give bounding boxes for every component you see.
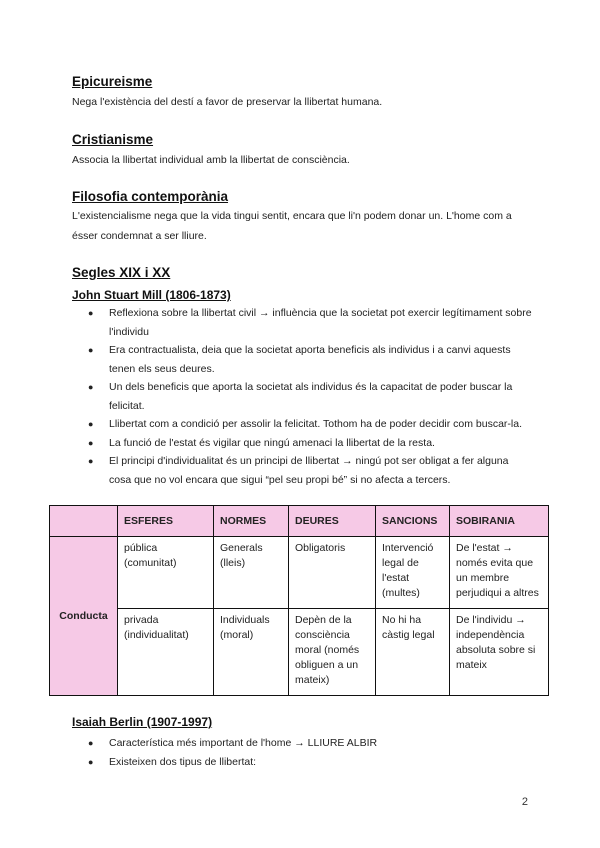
table-row: [50, 537, 549, 609]
conduct-table: [49, 505, 549, 696]
list-item: ● Reflexiona sobre la llibertat civil → influència que la societat pot exercir legítimament sobre l'individu: [72, 304, 542, 341]
bullet-icon: ●: [88, 756, 94, 767]
table-cell: pública (comunitat): [118, 537, 214, 609]
heading-john-stuart-mill: John Stuart Mill (1806-1873): [72, 288, 231, 302]
table-cell: privada (individualitat): [118, 608, 214, 695]
list-item: ● Característica més important de l'home → LLIURE ALBIR: [72, 734, 542, 753]
berlin-bullet-list: [72, 734, 542, 771]
paragraph-epicureisme: Nega l'existència del destí a favor de preservar la llibertat humana.: [72, 96, 383, 108]
heading-isaiah-berlin: Isaiah Berlin (1907-1997): [72, 715, 213, 729]
list-item: ● Era contractualista, deia que la societat aporta beneficis als individus i a canvi aquests tenen els seus deures.: [72, 341, 542, 378]
table-header-cell: SOBIRANIA: [450, 506, 549, 537]
table-row: [50, 608, 549, 695]
table-cell: Individuals (moral): [214, 608, 289, 695]
table-header-cell: SANCIONS: [376, 506, 450, 537]
table-header-empty: [50, 506, 118, 537]
table-cell: Depèn de la consciència moral (només obliguen a un mateix): [289, 608, 376, 695]
table-cell: No hi ha càstig legal: [376, 608, 450, 695]
table-row-label-conducta: Conducta: [50, 537, 118, 696]
table-cell: Intervenció legal de l'estat (multes): [376, 537, 450, 609]
table-header-cell: NORMES: [214, 506, 289, 537]
bullet-icon: ●: [88, 738, 94, 748]
list-item: ● El principi d'individualitat és un principi de llibertat → ningú pot ser obligat a fer alguna cosa que no vol encara que sigui “pel seu propi bé” si no afecta a tercers.: [72, 452, 542, 489]
list-item: ● Existeixen dos tipus de llibertat:: [72, 753, 542, 772]
paragraph-cristianisme: Associa la llibertat individual amb la llibertat de consciència.: [72, 154, 350, 166]
paragraph-filosofia-line-2: ésser condemnat a ser lliure.: [72, 230, 207, 242]
list-item: ● Llibertat com a condició per assolir la felicitat. Tothom ha de poder decidir com buscar-la.: [72, 415, 542, 434]
heading-epicureisme: Epicureisme: [72, 74, 153, 89]
heading-segles: Segles XIX i XX: [72, 265, 171, 280]
list-item: ● La funció de l'estat és vigilar que ningú amenaci la llibertat de la resta.: [72, 434, 542, 453]
bullet-icon: ●: [88, 419, 94, 429]
bullet-icon: ●: [88, 345, 94, 355]
table-cell: Generals (lleis): [214, 537, 289, 609]
heading-filosofia-contemporania: Filosofia contemporània: [72, 189, 229, 204]
table-header-row: [50, 506, 549, 537]
mill-bullet-list: [72, 304, 542, 489]
table-cell: De l'estat → només evita que un membre perjudiqui a altres: [450, 537, 549, 609]
list-item: ● Un dels beneficis que aporta la societat als individus és la capacitat de poder buscar la felicitat.: [72, 378, 542, 415]
bullet-icon: ●: [88, 308, 94, 318]
table-cell: Obligatoris: [289, 537, 376, 609]
bullet-icon: ●: [88, 437, 94, 448]
bullet-icon: ●: [88, 456, 94, 466]
paragraph-filosofia-line-1: L'existencialisme nega que la vida tingui sentit, encara que li'n podem donar un. L'home com a: [72, 210, 512, 222]
page-number: 2: [521, 796, 528, 808]
bullet-icon: ●: [88, 382, 94, 392]
table-header-cell: DEURES: [289, 506, 376, 537]
table-header-cell: ESFERES: [118, 506, 214, 537]
heading-cristianisme: Cristianisme: [72, 132, 154, 147]
table-cell: De l'individu → independència absoluta sobre si mateix: [450, 608, 549, 695]
